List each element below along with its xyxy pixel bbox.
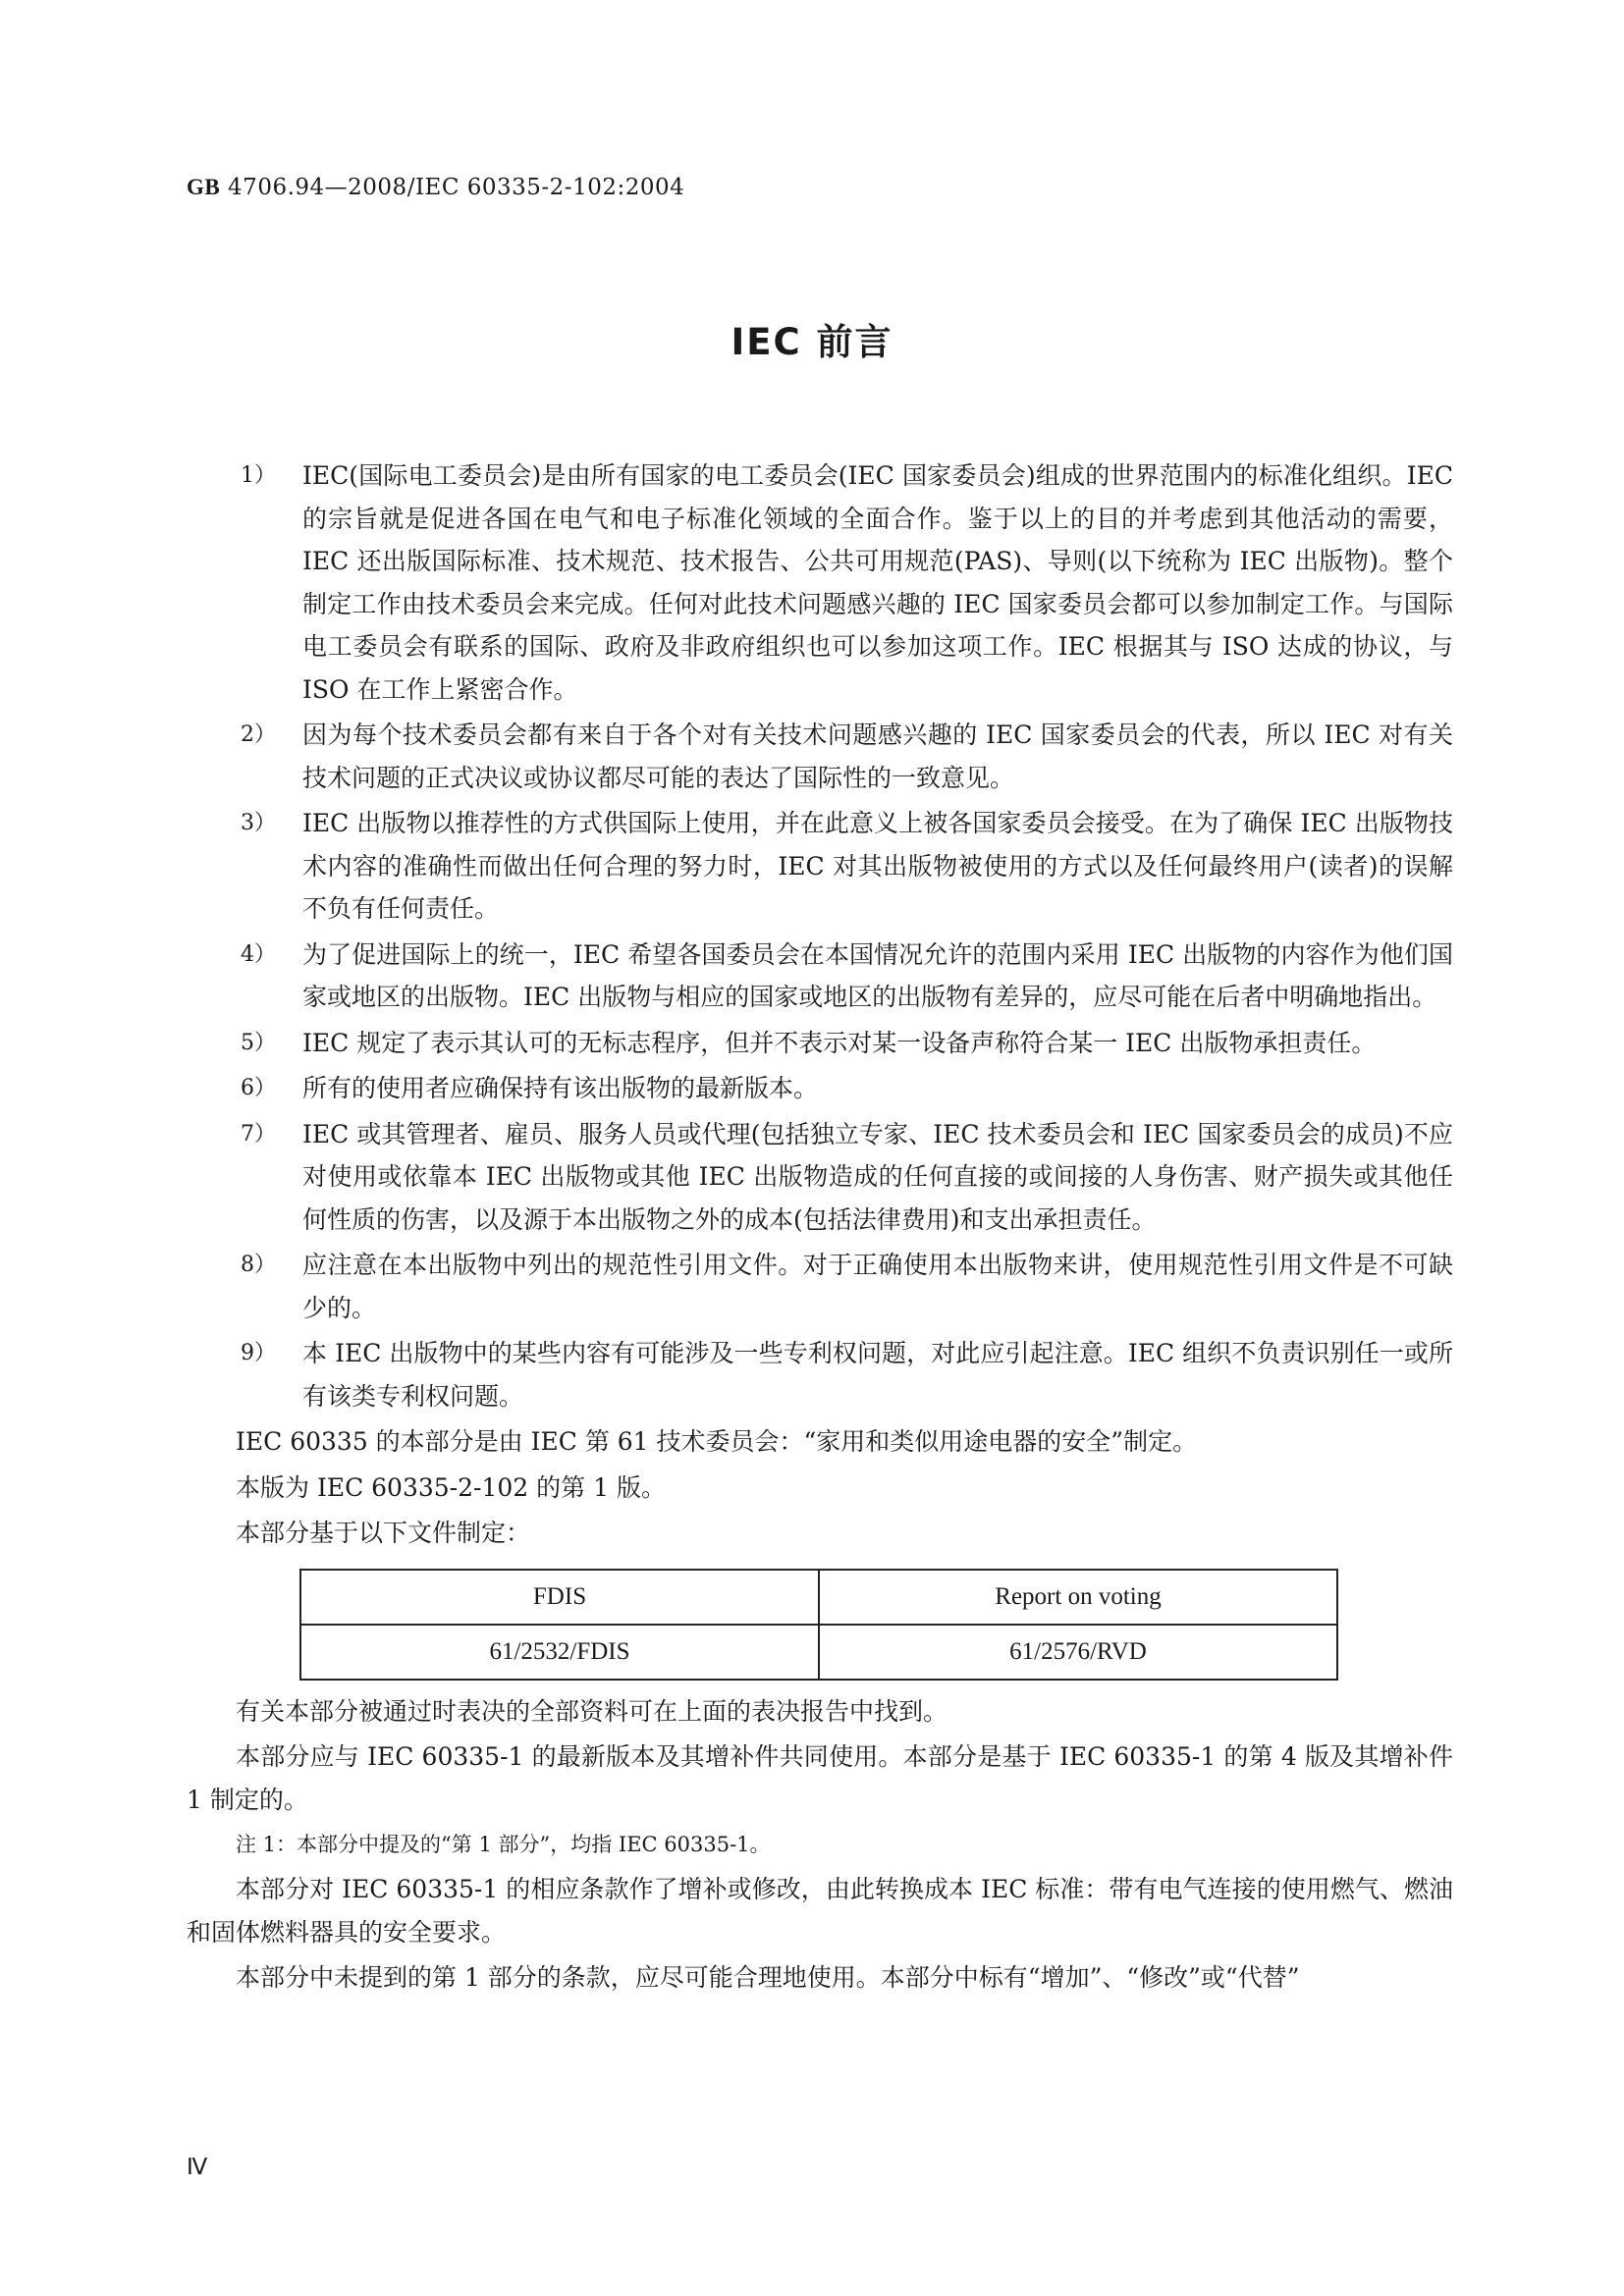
item-number: 6） [241,1076,276,1100]
table-cell: 61/2532/FDIS [300,1625,819,1680]
item-number: 1） [241,463,276,488]
item-number: 4） [241,941,276,967]
page-number: Ⅳ [187,2155,208,2179]
item-text: IEC(国际电工委员会)是由所有国家的电工委员会(IEC 国家委员会)组成的世界范围内的标准化组织。IEC 的宗旨就是促进各国在电气和电子标准化领域的全面合作。鉴于以上的目的并考虑到其他活动的需要，IEC 还出版国际标准、技术规范、技术报告、公共可用规范(PAS)、导则(以下统称为 IEC 出版物)。整个制定工作由技术委员会来完成。任何对此技术问题感兴趣的 IEC 国家委员会都可以参加制定工作。与国际电工委员会有联系的国际、政府及非政府组织也可以参加这项工作。IEC 根据其与 ISO 达成的协议，与 ISO 在工作上紧密合作。 [302,461,1453,704]
paragraph: 本部分应与 IEC 60335-1 的最新版本及其增补件共同使用。本部分是基于 IEC 60335-1 的第 4 版及其增补件 1 制定的。 [187,1742,1453,1814]
paragraph: 本部分基于以下文件制定： [236,1519,531,1547]
item-number: 5） [241,1030,276,1055]
item-number: 8） [241,1253,276,1277]
standard-number: 4706.94—2008/IEC 60335-2-102:2004 [228,175,685,200]
table-header-row [300,1570,1337,1625]
list-item [187,454,1453,711]
paragraph: 本部分对 IEC 60335-1 的相应条款作了增补或修改，由此转换成本 IEC 标准：带有电气连接的使用燃气、燃油和固体燃料器具的安全要求。 [187,1875,1453,1947]
list-item [187,1113,1453,1242]
item-number: 2） [241,722,276,747]
list-item [187,1022,1453,1065]
item-number: 3） [241,811,276,835]
item-text: 应注意在本出版物中列出的规范性引用文件。对于正确使用本出版物来讲，使用规范性引用文件是不可缺少的。 [302,1251,1453,1322]
table-cell: 61/2576/RVD [819,1625,1337,1680]
voting-table [299,1569,1338,1681]
list-item [187,714,1453,799]
paragraph: 本部分中未提到的第 1 部分的条款，应尽可能合理地使用。本部分中标有“增加”、“修改”或“代替” [236,1963,1300,1992]
table-row [300,1625,1337,1680]
document-header [187,175,684,200]
standard-prefix: GB [187,175,221,199]
item-text: 所有的使用者应确保持有该出版物的最新版本。 [302,1074,819,1102]
paragraph: IEC 60335 的本部分是由 IEC 第 61 技术委员会：“家用和类似用途电器的安全”制定。 [236,1427,1198,1456]
list-item [187,1244,1453,1329]
table-header-cell: FDIS [300,1570,819,1625]
item-text: IEC 出版物以推荐性的方式供国际上使用，并在此意义上被各国家委员会接受。在为了确保 IEC 出版物技术内容的准确性而做出任何合理的努力时，IEC 对其出版物被使用的方式以及任何最终用户(读者)的误解不负有任何责任。 [302,809,1453,923]
item-number: 9） [241,1341,276,1365]
item-text: 本 IEC 出版物中的某些内容有可能涉及一些专利权问题，对此应引起注意。IEC 组织不负责识别任一或所有该类专利权问题。 [302,1339,1453,1411]
table-header-cell: Report on voting [819,1570,1337,1625]
paragraph: 有关本部分被通过时表决的全部资料可在上面的表决报告中找到。 [236,1696,948,1726]
item-text: 为了促进国际上的统一，IEC 希望各国委员会在本国情况允许的范围内采用 IEC 出版物的内容作为他们国家或地区的出版物。IEC 出版物与相应的国家或地区的出版物有差异的，应尽可能在后者中明确地指出。 [302,939,1453,1011]
list-item [187,934,1453,1019]
paragraph: 本版为 IEC 60335-2-102 的第 1 版。 [236,1472,666,1502]
list-item [187,1067,1453,1110]
item-text: IEC 规定了表示其认可的无标志程序，但并不表示对某一设备声称符合某一 IEC 出版物承担责任。 [302,1028,1377,1057]
note: 注 1：本部分中提及的“第 1 部分”，均指 IEC 60335-1。 [236,1833,771,1856]
item-text: 因为每个技术委员会都有来自于各个对有关技术问题感兴趣的 IEC 国家委员会的代表，所以 IEC 对有关技术问题的正式决议或协议都尽可能的表达了国际性的一致意见。 [302,721,1453,792]
item-number: 7） [241,1121,276,1147]
page-title: IEC 前言 [731,321,893,363]
document-body [187,454,1453,2002]
list-item [187,1332,1453,1417]
list-item [187,802,1453,931]
item-text: IEC 或其管理者、雇员、服务人员或代理(包括独立专家、IEC 技术委员会和 IEC 国家委员会的成员)不应对使用或依靠本 IEC 出版物或其他 IEC 出版物造成的任何直接的或间接的人身伤害、财产损失或其他任何性质的伤害，以及源于本出版物之外的成本(包括法律费用)和支出承担责任。 [302,1119,1453,1234]
